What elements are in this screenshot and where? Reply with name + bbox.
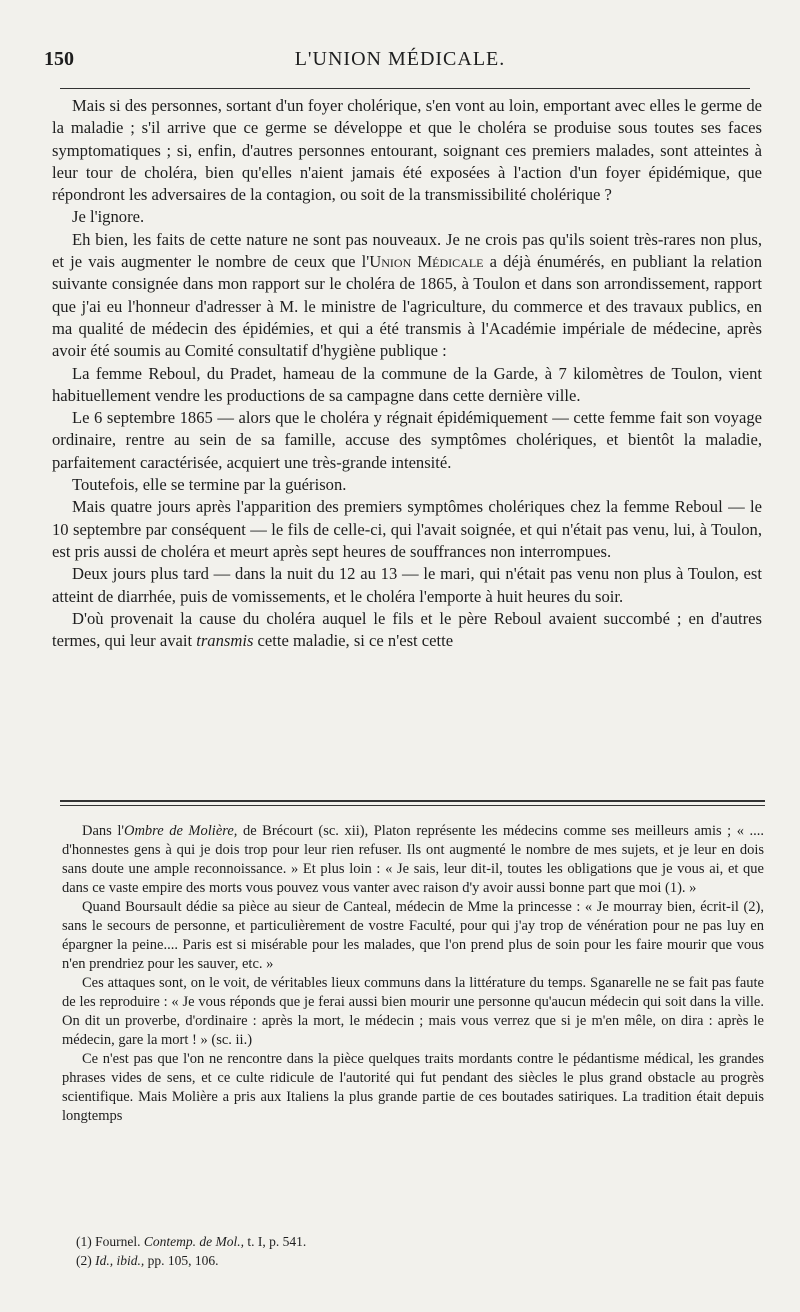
paragraph-text: Deux jours plus tard — dans la nuit du 12 au 13 — le mari, qui n'était pas venu non plus à Toulon, est atteint de diarrhée, puis de vomissements, et le choléra l'emporte à huit heures du soir. xyxy=(52,564,762,606)
paragraph xyxy=(52,363,762,408)
paragraph-text: cette maladie, si ce n'est cette xyxy=(253,631,454,651)
paragraph xyxy=(62,974,764,1050)
feuilleton-separator xyxy=(60,800,765,806)
footnote-title: Id., ibid., xyxy=(95,1253,145,1268)
footnote xyxy=(76,1232,676,1251)
paragraph xyxy=(62,898,764,974)
paragraph xyxy=(62,1050,764,1126)
paragraph-text: Toutefois, elle se termine par la guérison. xyxy=(72,475,347,495)
paragraph xyxy=(52,206,762,228)
paragraph xyxy=(52,563,762,608)
page-number: 150 xyxy=(44,48,74,70)
paragraph-text: Je l'ignore. xyxy=(72,207,145,227)
paragraph-text: Ces attaques sont, on le voit, de véritables lieux communs dans la littérature du temps. Sganarelle ne se fait pas faute de les reproduire : « Je vous réponds que je ferai aussi bien mourir une personne qu'aucun médecin qui soit dans la ville. On dit un proverbe, d'ordinaire : après la mort, le médecin ; mais vous verrez que si je m'en mêle, on dira : après le médecin, gare la mort ! » (sc. ii.) xyxy=(62,975,764,1048)
running-title: L'UNION MÉDICALE. xyxy=(294,48,506,70)
paragraph-text: a déjà énumérés, en publiant la relation suivante consignée dans mon rapport sur le choléra de 1865, à Toulon et dans son arrondissement, rapport que j'ai eu l'honneur d'adresser à M. le ministre de l'agriculture, du commerce et des travaux publics, en ma qualité de médecin des épidémies, et qui a été transmis à l'Académie impériale de médecine, après avoir été soumis au Comité consultatif d'hygiène publique : xyxy=(52,252,762,361)
paragraph-text: Dans l' xyxy=(82,823,124,839)
paragraph xyxy=(52,474,762,496)
page-header xyxy=(44,44,756,80)
paragraph-text: Mais si des personnes, sortant d'un foyer cholérique, s'en vont au loin, emportant avec elles le germe de la maladie ; s'il arrive que ce germe se développe et que le choléra se produise sous toutes ses faces symptomatiques ; si, enfin, d'autres personnes entourant, soignant ces premiers malades, sont atteintes à leur tour de choléra, bien qu'elles n'aient jamais été exposées à l'action d'un foyer épidémique, que répondront les adversaires de la contagion, ou soit de la transmissibilité cholérique ? xyxy=(52,96,762,205)
italic-word: transmis xyxy=(196,631,254,651)
paragraph-text: La femme Reboul, du Pradet, hameau de la commune de la Garde, à 7 kilomètres de Toulon, vient habituellement vendre les productions de sa campagne dans cette dernière ville. xyxy=(52,363,762,405)
footnotes xyxy=(76,1232,676,1270)
footnote xyxy=(76,1251,676,1270)
footnote-text: (1) Fournel. xyxy=(76,1234,144,1249)
paragraph xyxy=(52,95,762,206)
paragraph-text: Quand Boursault dédie sa pièce au sieur de Canteal, médecin de Mme la princesse : « Je mourray bien, écrit-il (2), sans le secours de personne, et particulièrement de vostre Faculté, pour qui j'ay trop de vénération pour ne pas luy en épargner la peine.... Paris est si misérable pour les malades, que l'on prend plus de soin pour les faire mourir que vous n'en prendriez pour les sauver, etc. » xyxy=(62,899,764,972)
paragraph-text: Eh bien, les faits de cette nature ne sont pas nouveaux. Je ne crois pas qu'ils soient très-rares non plus, et je vais augmenter le nombre de ceux que l' xyxy=(52,229,762,272)
paragraph xyxy=(52,608,762,653)
paragraph-text: Mais quatre jours après l'apparition des premiers symptômes cholériques chez la femme Reboul — le 10 septembre par conséquent — le fils de celle-ci, qui l'avait soignée, et qui n'était pas venu, lui, à Toulon, est pris aussi de choléra et meurt après sept heures de souffrances non interrompues. xyxy=(52,497,762,561)
journal-name: Union Médicale xyxy=(369,252,484,272)
paragraph xyxy=(52,229,762,363)
paragraph-text: Ce n'est pas que l'on ne rencontre dans la pièce quelques traits mordants contre le pédantisme médical, les grandes phrases vides de sens, et ce culte ridicule de l'autorité qui fut pendant des siècles le plus grand obstacle au progrès scientifique. Mais Molière a pris aux Italiens la plus grande partie de ces boutades satiriques. La tradition était depuis longtemps xyxy=(62,1051,764,1124)
footnote-text: pp. 105, 106. xyxy=(144,1253,219,1268)
paragraph-text: de Brécourt (sc. xii), Platon représente les médecins comme ses meilleurs amis ; « .... d'honnestes gens à qui je dois trop pour leur rien refuser. Ils ont augmenté le nombre de mes sujets, et je leur en dois sans doute une ample reconnoissance. » Et plus loin : « Je sais, leur dit-il, toutes les obligations que je vous ai, et que dans ce vaste empire des morts vous pouvez vous vanter avec raison d'y avoir aussi bonne part que moi (1). » xyxy=(62,823,764,896)
feuilleton-text xyxy=(62,822,764,1126)
paragraph xyxy=(52,496,762,563)
paragraph-text: Le 6 septembre 1865 — alors que le choléra y régnait épidémiquement — cette femme fait son voyage ordinaire, rentre au sein de sa famille, accuse des symptômes cholériques, et bientôt la maladie, parfaitement caractérisée, acquiert une très-grande intensité. xyxy=(52,408,762,472)
footnote-text: t. I, p. 541. xyxy=(244,1234,307,1249)
paragraph-text: D'où provenait la cause du choléra auquel le fils et le père Reboul avaient succombé ; en d'autres termes, qui leur avait xyxy=(52,608,762,651)
paragraph xyxy=(52,407,762,474)
work-title: Ombre de Molière, xyxy=(123,823,238,839)
footnote-text: (2) xyxy=(76,1253,96,1268)
main-text xyxy=(52,95,762,652)
paragraph xyxy=(62,822,764,898)
header-rule xyxy=(60,88,750,89)
footnote-title: Contemp. de Mol., xyxy=(143,1234,244,1249)
